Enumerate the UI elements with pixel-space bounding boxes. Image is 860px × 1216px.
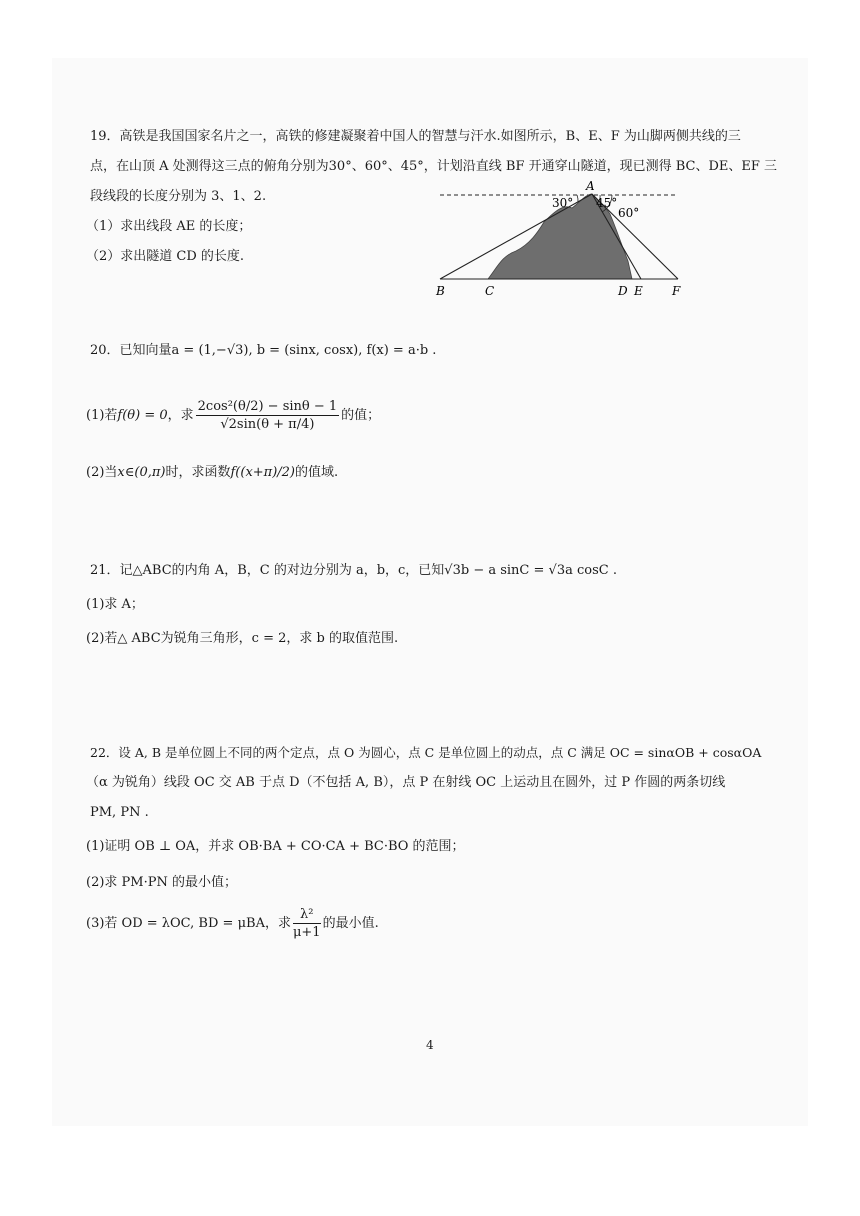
q20-p2-prefix: (2)当 — [86, 465, 118, 480]
q20-part-1 — [86, 398, 380, 433]
q22-part-1: (1)证明 OB ⊥ OA，并求 OB·BA + CO·CA + BC·BO 的范围； — [86, 839, 465, 854]
q19-tunnel-figure — [430, 176, 690, 300]
q22-part-3 — [86, 906, 379, 941]
q21-part-2: (2)若△ ABC为锐角三角形，c = 2，求 b 的取值范围. — [86, 631, 399, 646]
q22-p3-numerator: λ² — [293, 906, 321, 924]
q20-p1-numerator: 2cos²(θ/2) − sinθ − 1 — [197, 399, 338, 414]
point-C-label: C — [485, 284, 495, 298]
q20-p2-mid: 时，求函数 — [165, 465, 231, 480]
q20-p2-suffix: 的值域. — [295, 465, 339, 480]
point-A-label: A — [586, 179, 595, 193]
q19-line-3: 段线段的长度分别为 3、1、2. — [90, 189, 267, 204]
q22-line-1: 22．设 A, B 是单位圆上不同的两个定点，点 O 为圆心，点 C 是单位圆上的动点，点 C 满足 OC = sinαOB + cosαOA — [90, 745, 762, 760]
q20-p1-prefix: (1)若 — [86, 408, 118, 423]
q22-line-2: （α 为锐角）线段 OC 交 AB 于点 D（不包括 A, B），点 P 在射线 OC 上运动且在圆外，过 P 作圆的两条切线 — [86, 775, 726, 790]
q20-stem: 20．已知向量a = (1,−√3), b = (sinx, cosx), f(x) = a·b . — [90, 343, 437, 358]
q20-p1-denominator: √2sin(θ + π/4) — [220, 417, 315, 432]
point-B-label: B — [436, 284, 445, 298]
q20-p1-mid: ，求 — [167, 408, 194, 423]
q19-part-1: （1）求出线段 AE 的长度； — [86, 219, 252, 234]
q20-p1-condition: f(θ) = 0 — [117, 408, 168, 423]
q19-part-2: （2）求出隧道 CD 的长度. — [86, 249, 245, 264]
q20-p2-function: f((x+π)/2) — [230, 465, 296, 480]
point-D-label: D — [618, 284, 628, 298]
q20-part-2 — [86, 464, 338, 482]
point-F-label: F — [672, 284, 681, 298]
angle-60-label: 60° — [618, 206, 640, 220]
angle-arc-30 — [577, 195, 578, 202]
q22-line-3: PM, PN . — [90, 805, 149, 820]
page-number: 4 — [426, 1038, 434, 1052]
angle-45-label: 45° — [596, 196, 618, 210]
q22-p3-suffix: 的最小值. — [322, 916, 379, 931]
point-E-label: E — [634, 284, 643, 298]
q20-p2-condition: x∈(0,π) — [117, 465, 166, 480]
q22-part-2: (2)求 PM·PN 的最小值； — [86, 875, 237, 890]
q19-line-1: 19．高铁是我国国家名片之一，高铁的修建凝聚着中国人的智慧与汗水.如图所示，B、E、F 为山脚两侧共线的三 — [90, 129, 741, 144]
q22-p3-fraction — [293, 906, 321, 941]
q20-p1-fraction — [196, 398, 340, 433]
q19-line-2: 点，在山顶 A 处测得这三点的俯角分别为30°、60°、45°，计划沿直线 BF 开通穿山隧道，现已测得 BC、DE、EF 三 — [90, 159, 778, 174]
q21-stem: 21．记△ABC的内角 A，B，C 的对边分别为 a，b，c，已知√3b − a sinC = √3a cosC . — [90, 563, 617, 578]
q21-part-1: (1)求 A； — [86, 597, 144, 612]
q20-p1-suffix: 的值； — [341, 408, 381, 423]
q22-p3-denominator: μ+1 — [292, 925, 321, 940]
angle-30-label: 30° — [552, 196, 574, 210]
q22-p3-prefix: (3)若 OD = λOC, BD = μBA，求 — [86, 916, 291, 931]
